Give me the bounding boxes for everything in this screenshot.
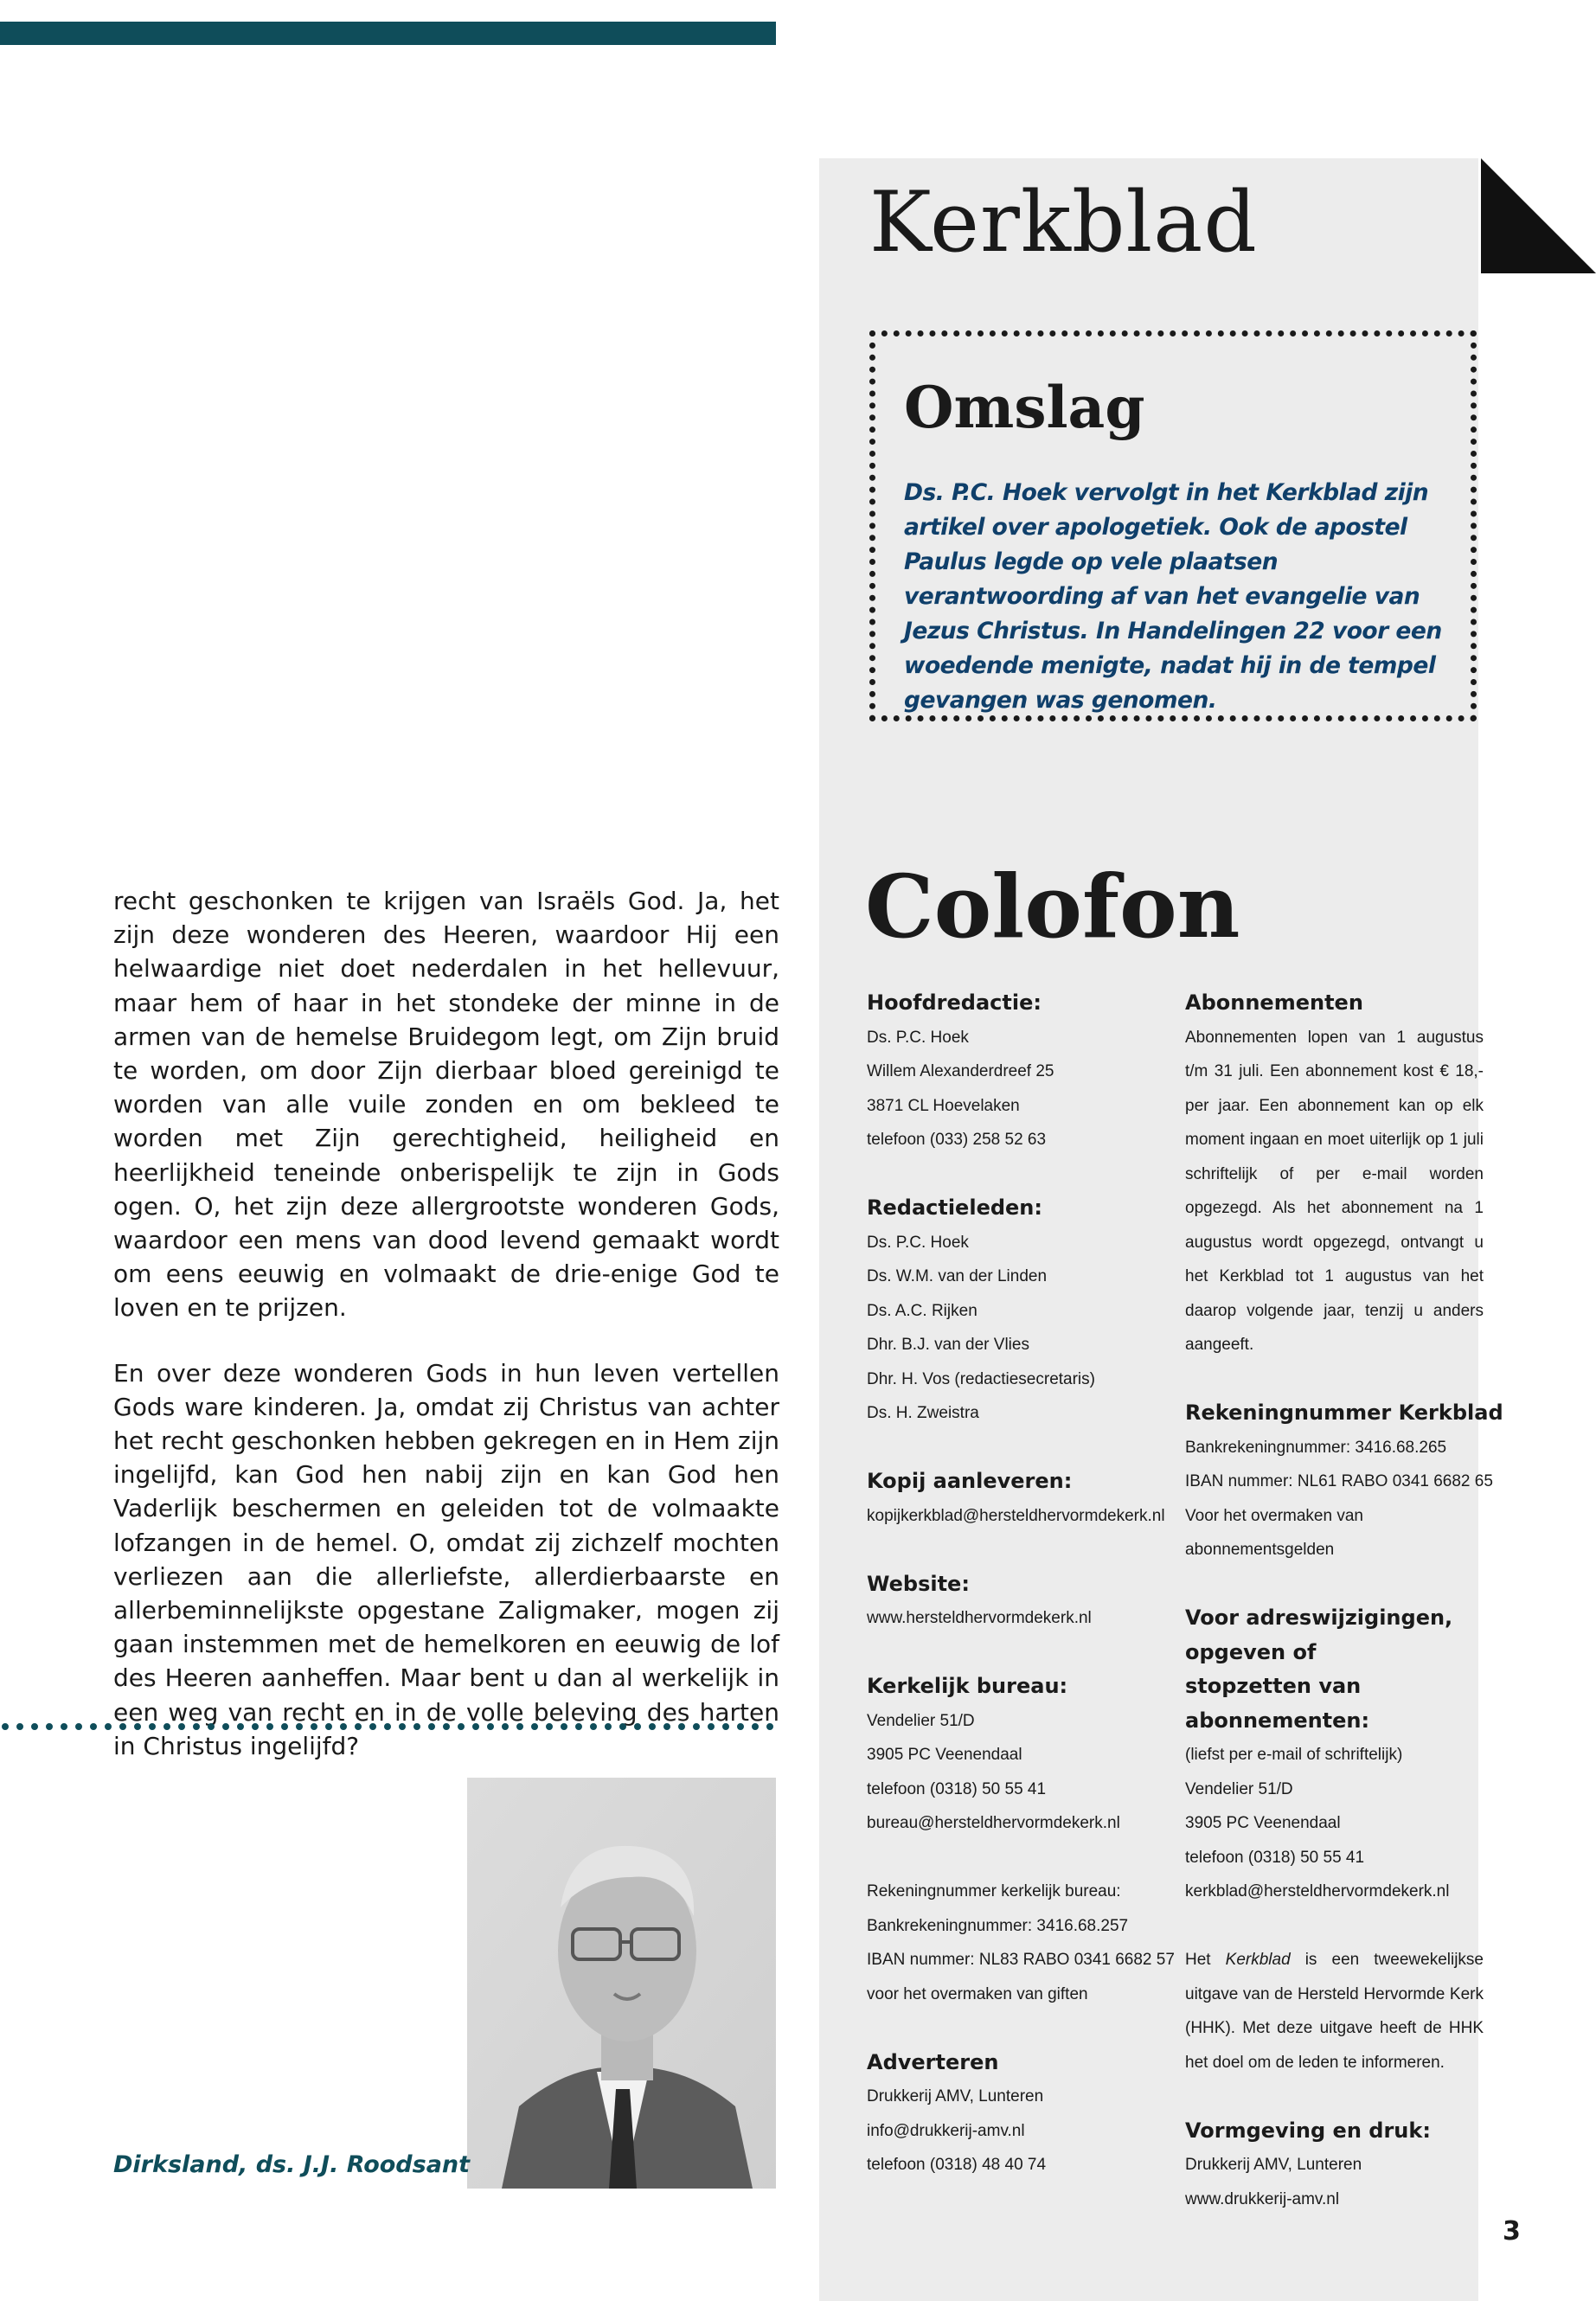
adreswijziging-heading: opgeven of	[1185, 1639, 1317, 1664]
kopij-block	[867, 1465, 1165, 1533]
rekening-kerkblad-line: Voor het overmaken van	[1185, 1506, 1363, 1525]
rekening-bureau-line: voor het overmaken van giften	[867, 1984, 1088, 2003]
redactieleden-block	[867, 1191, 1161, 1431]
hoofdredactie-line: telefoon (033) 258 52 63	[867, 1131, 1047, 1149]
omslag-title: Omslag	[904, 374, 1145, 441]
over-emphasis: Kerkblad	[1225, 1951, 1291, 1969]
bureau-block	[867, 1670, 1161, 1841]
over-kerkblad-text	[1185, 1943, 1484, 2080]
redactielid: Dhr. B.J. van der Vlies	[867, 1336, 1029, 1354]
bureau-line: 3905 PC Veenendaal	[867, 1746, 1022, 1764]
colofon-right-column	[1185, 986, 1503, 2251]
hoofdredactie-line: Willem Alexanderdreef 25	[867, 1062, 1054, 1080]
redactieleden-heading: Redactieleden:	[867, 1195, 1042, 1220]
adreswijziging-line: Vendelier 51/D	[1185, 1779, 1293, 1798]
vormgeving-heading: Vormgeving en druk:	[1185, 2118, 1431, 2143]
section-title: Kerkblad	[869, 174, 1258, 271]
adverteren-block	[867, 2046, 1161, 2182]
website-url: www.hersteldhervormdekerk.nl	[867, 1609, 1092, 1627]
over-text: is een tweewekelijkse uitgave van de Hersteld Hervormde Kerk (HHK). Met deze uitgave heeft de HHK het doel om de leden te informeren.	[1185, 1951, 1484, 2072]
portrait-photo	[467, 1778, 776, 2189]
top-accent-bar	[0, 22, 776, 45]
bureau-line: telefoon (0318) 50 55 41	[867, 1779, 1047, 1798]
page-number: 3	[1503, 2216, 1521, 2247]
rekening-bureau-line: Bankrekeningnummer: 3416.68.257	[867, 1916, 1129, 1935]
website-block	[867, 1567, 1161, 1636]
adreswijziging-line: kerkblad@hersteldhervormdekerk.nl	[1185, 1882, 1450, 1900]
website-heading: Website:	[867, 1571, 970, 1596]
abonnementen-heading: Abonnementen	[1185, 990, 1363, 1015]
bureau-heading: Kerkelijk bureau:	[867, 1674, 1068, 1698]
rekening-bureau-line: Rekeningnummer kerkelijk bureau:	[867, 1882, 1121, 1900]
photo-caption: Dirksland, ds. J.J. Roodsant	[113, 2151, 471, 2178]
vormgeving-block	[1185, 2114, 1484, 2217]
bureau-line: Vendelier 51/D	[867, 1711, 975, 1730]
redactielid: Ds. H. Zweistra	[867, 1404, 979, 1422]
adreswijziging-heading: abonnementen:	[1185, 1708, 1370, 1733]
adreswijziging-line: (liefst per e-mail of schriftelijk)	[1185, 1746, 1403, 1764]
article-paragraph: En over deze wonderen Gods in hun leven vertellen Gods ware kinderen. Ja, omdat zij Christus van achter het recht geschonken hebben gekregen en in Hem zijn ingelijfd, kan God hen nabij zijn en kan God hen Vaderlijk beschermen en geleiden tot de volmaakte lofzangen in de hemel. O, omdat zij zichzelf mochten verliezen aan die allerliefste, allerdierbaarste en allerbeminnelijkste opgestane Zaligmaker, mogen zij gaan instemmen met de hemelkoren en eeuwig de lof des Heeren aanheffen. Maar bent u dan al werkelijk in een weg van recht en in de volle beleving des harten in Christus ingelijfd?	[113, 1358, 779, 1760]
adverteren-line: Drukkerij AMV, Lunteren	[867, 2087, 1044, 2106]
kopij-heading: Kopij aanleveren:	[867, 1469, 1073, 1493]
redactielid: Ds. P.C. Hoek	[867, 1233, 969, 1252]
vormgeving-line: Drukkerij AMV, Lunteren	[1185, 2156, 1362, 2174]
rekening-bureau-line: IBAN nummer: NL83 RABO 0341 6682 57	[867, 1951, 1175, 1969]
article-body	[113, 884, 779, 1794]
hoofdredactie-heading: Hoofdredactie:	[867, 990, 1042, 1015]
abonnementen-block	[1185, 986, 1484, 1362]
abonnementen-text: Abonnementen lopen van 1 augustus t/m 31 juli. Een abonnement kost € 18,- per jaar. Een abonnement kan op elk moment ingaan en moet uiterlijk op 1 juli schriftelijk of per e-mail worden opgezegd. Als het abonnement na 1 augustus wordt opgezegd, ontvangt u het Kerkblad tot 1 augustus van het daarop volgende jaar, tenzij u anders aangeeft.	[1185, 1028, 1484, 1354]
adreswijziging-block	[1185, 1601, 1484, 1909]
hoofdredactie-line: Ds. P.C. Hoek	[867, 1028, 969, 1047]
rekening-kerkblad-heading: Rekeningnummer Kerkblad	[1185, 1400, 1503, 1425]
rekening-kerkblad-line: Bankrekeningnummer: 3416.68.265	[1185, 1438, 1447, 1457]
rekening-bureau-block	[867, 1875, 1175, 2011]
colofon-title: Colofon	[865, 856, 1240, 958]
dotted-divider	[0, 1721, 776, 1732]
adverteren-line: telefoon (0318) 48 40 74	[867, 2156, 1047, 2174]
adverteren-heading: Adverteren	[867, 2049, 999, 2074]
kopij-email: kopijkerkblad@hersteldhervormdekerk.nl	[867, 1506, 1165, 1525]
redactielid: Ds. A.C. Rijken	[867, 1301, 977, 1320]
over-prefix: Het	[1185, 1951, 1226, 1969]
hoofdredactie-block	[867, 986, 1161, 1157]
colofon-left-column	[867, 986, 1175, 2216]
hoofdredactie-line: 3871 CL Hoevelaken	[867, 1096, 1020, 1115]
adverteren-line: info@drukkerij-amv.nl	[867, 2121, 1025, 2140]
adreswijziging-line: telefoon (0318) 50 55 41	[1185, 1848, 1365, 1867]
article-paragraph: recht geschonken te krijgen van Israëls God. Ja, het zijn deze wonderen des Heeren, waardoor Hij een helwaardige niet doet nederdalen in het hellevuur, maar hem of haar in het stondeke der minne in de armen van de hemelse Bruidegom legt, om Zijn bruid te worden, om door Zijn dierbaar bloed gereinigd te worden van alle vuile zonden en om bekleed te worden met Zijn gerechtigheid, heiligheid en heerlijkheid teneinde onberispelijk te zijn in Gods ogen. O, het zijn deze allergrootste wonderen Gods, waardoor een mens van dood levend gemaakt wordt om eens eeuwig en volmaakt de drie-enige God te loven en te prijzen.	[113, 887, 779, 1323]
rekening-kerkblad-line: abonnementsgelden	[1185, 1541, 1335, 1559]
corner-triangle-icon	[1481, 158, 1596, 273]
rekening-kerkblad-block	[1185, 1396, 1503, 1567]
redactielid: Dhr. H. Vos (redactiesecretaris)	[867, 1369, 1095, 1388]
vormgeving-line: www.drukkerij-amv.nl	[1185, 2189, 1340, 2208]
redactielid: Ds. W.M. van der Linden	[867, 1267, 1048, 1285]
omslag-text: Ds. P.C. Hoek vervolgt in het Kerkblad zijn artikel over apologetiek. Ook de apostel Paulus legde op vele plaatsen verantwoording af van het evangelie van Jezus Christus. In Handelingen 22 voor een woedende menigte, nadat hij in de tempel gevangen was genomen.	[904, 479, 1442, 714]
rekening-kerkblad-line: IBAN nummer: NL61 RABO 0341 6682 65	[1185, 1472, 1493, 1490]
adreswijziging-heading: Voor adreswijzigingen,	[1185, 1606, 1453, 1630]
adreswijziging-heading: stopzetten van	[1185, 1674, 1362, 1698]
adreswijziging-line: 3905 PC Veenendaal	[1185, 1814, 1341, 1832]
bureau-line: bureau@hersteldhervormdekerk.nl	[867, 1814, 1120, 1832]
